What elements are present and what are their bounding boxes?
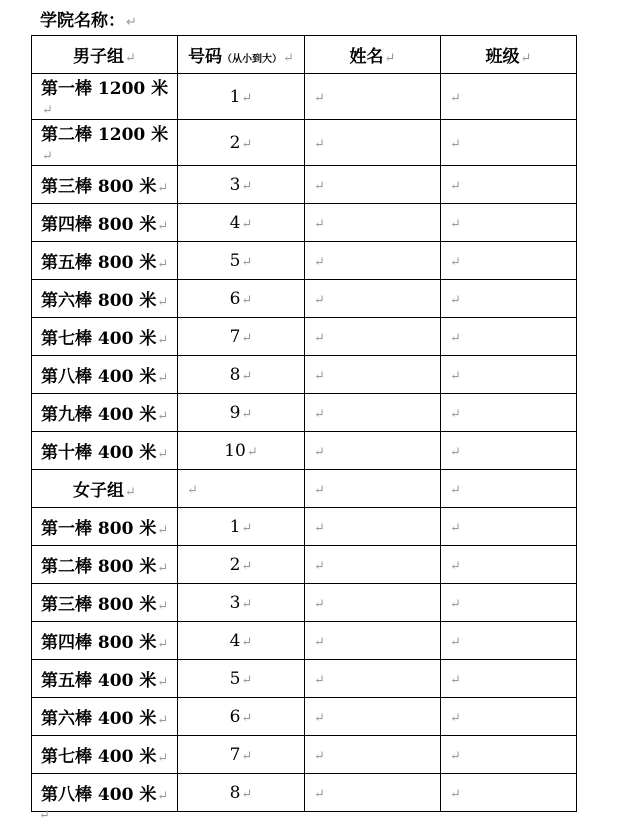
number-cell: 6↵ bbox=[178, 280, 305, 318]
paragraph-mark-icon: ↵ bbox=[157, 675, 169, 690]
paragraph-mark-icon: ↵ bbox=[241, 292, 253, 308]
table-row bbox=[32, 508, 577, 546]
paragraph-mark-icon: ↵ bbox=[314, 406, 325, 422]
paragraph-mark-icon: ↵ bbox=[450, 748, 461, 764]
table-row bbox=[32, 166, 577, 204]
paragraph-mark-icon: ↵ bbox=[241, 748, 253, 764]
class-cell[interactable] bbox=[441, 660, 577, 698]
number-cell: 4↵ bbox=[178, 204, 305, 242]
name-cell[interactable] bbox=[305, 356, 441, 394]
number-cell: 5↵ bbox=[178, 242, 305, 280]
number-cell: 9↵ bbox=[178, 394, 305, 432]
table-row bbox=[32, 204, 577, 242]
women-group-row bbox=[32, 470, 577, 508]
paragraph-mark-icon: ↵ bbox=[450, 710, 461, 726]
class-cell[interactable] bbox=[441, 242, 577, 280]
paragraph-mark-icon: ↵ bbox=[187, 482, 198, 498]
paragraph-mark-icon: ↵ bbox=[450, 786, 461, 802]
name-cell[interactable] bbox=[305, 280, 441, 318]
paragraph-mark-icon: ↵ bbox=[241, 558, 253, 574]
leg-cell: 第五棒 800 米↵ bbox=[32, 242, 178, 280]
paragraph-mark-icon: ↵ bbox=[157, 181, 169, 196]
leg-cell: 第二棒 1200 米↵ bbox=[32, 120, 178, 166]
women-group-label: 女子组↵ bbox=[32, 470, 178, 508]
paragraph-mark-icon: ↵ bbox=[42, 149, 53, 164]
leg-cell: 第四棒 800 米↵ bbox=[32, 204, 178, 242]
paragraph-mark-icon: ↵ bbox=[450, 520, 461, 536]
paragraph-mark-icon: ↵ bbox=[520, 51, 532, 66]
name-cell[interactable] bbox=[305, 74, 441, 120]
paragraph-mark-icon: ↵ bbox=[314, 520, 325, 536]
class-cell[interactable] bbox=[441, 356, 577, 394]
table-row bbox=[32, 242, 577, 280]
paragraph-mark-icon: ↵ bbox=[157, 523, 169, 538]
number-cell: 1↵ bbox=[178, 74, 305, 120]
relay-roster-table bbox=[31, 35, 577, 812]
name-cell[interactable] bbox=[305, 120, 441, 166]
table-row bbox=[32, 394, 577, 432]
paragraph-mark-icon: ↵ bbox=[157, 561, 169, 576]
paragraph-mark-icon: ↵ bbox=[450, 368, 461, 384]
leg-cell: 第二棒 800 米↵ bbox=[32, 546, 178, 584]
paragraph-mark-icon: ↵ bbox=[157, 751, 169, 766]
table-row bbox=[32, 318, 577, 356]
header-name: 姓名↵ bbox=[305, 36, 441, 74]
college-name-label: 学院名称：↵ bbox=[40, 11, 137, 31]
paragraph-mark-icon: ↵ bbox=[314, 634, 325, 650]
class-cell[interactable] bbox=[441, 432, 577, 470]
paragraph-mark-icon: ↵ bbox=[125, 485, 136, 500]
leg-cell: 第七棒 400 米↵ bbox=[32, 318, 178, 356]
leg-cell: 第八棒 400 米↵ bbox=[32, 356, 178, 394]
paragraph-mark-icon: ↵ bbox=[42, 103, 53, 118]
leg-cell: 第六棒 400 米↵ bbox=[32, 698, 178, 736]
paragraph-mark-icon: ↵ bbox=[246, 444, 258, 460]
paragraph-mark-icon: ↵ bbox=[314, 292, 325, 308]
table-row bbox=[32, 546, 577, 584]
paragraph-mark-icon: ↵ bbox=[450, 596, 461, 612]
paragraph-mark-icon: ↵ bbox=[157, 409, 169, 424]
number-cell: 6↵ bbox=[178, 698, 305, 736]
paragraph-mark-icon: ↵ bbox=[314, 482, 325, 498]
number-cell: 1↵ bbox=[178, 508, 305, 546]
leg-cell: 第七棒 400 米↵ bbox=[32, 736, 178, 774]
paragraph-mark-icon: ↵ bbox=[450, 558, 461, 574]
leg-cell: 第三棒 800 米↵ bbox=[32, 584, 178, 622]
class-cell[interactable] bbox=[441, 698, 577, 736]
paragraph-mark-icon: ↵ bbox=[157, 333, 169, 348]
name-cell[interactable] bbox=[305, 470, 441, 508]
leg-cell: 第一棒 800 米↵ bbox=[32, 508, 178, 546]
header-class: 班级↵ bbox=[441, 36, 577, 74]
header-row bbox=[32, 36, 577, 74]
name-cell[interactable] bbox=[305, 660, 441, 698]
paragraph-mark-icon: ↵ bbox=[241, 634, 253, 650]
class-cell[interactable] bbox=[441, 166, 577, 204]
class-cell[interactable] bbox=[441, 280, 577, 318]
paragraph-mark-icon: ↵ bbox=[450, 292, 461, 308]
paragraph-mark-icon: ↵ bbox=[450, 254, 461, 270]
paragraph-mark-icon: ↵ bbox=[241, 596, 253, 612]
class-cell[interactable] bbox=[441, 204, 577, 242]
paragraph-mark-icon: ↵ bbox=[314, 178, 325, 194]
number-cell: 7↵ bbox=[178, 318, 305, 356]
paragraph-mark-icon: ↵ bbox=[450, 482, 461, 498]
name-cell[interactable] bbox=[305, 166, 441, 204]
number-cell: 7↵ bbox=[178, 736, 305, 774]
paragraph-mark-icon: ↵ bbox=[157, 257, 169, 272]
paragraph-mark-icon: ↵ bbox=[314, 216, 325, 232]
paragraph-mark-icon: ↵ bbox=[241, 368, 253, 384]
leg-cell: 第一棒 1200 米↵ bbox=[32, 74, 178, 120]
class-cell[interactable] bbox=[441, 736, 577, 774]
number-cell: 3↵ bbox=[178, 584, 305, 622]
paragraph-mark-icon: ↵ bbox=[241, 178, 253, 194]
paragraph-mark-icon: ↵ bbox=[314, 558, 325, 574]
number-cell: 4↵ bbox=[178, 622, 305, 660]
header-group: 男子组↵ bbox=[32, 36, 178, 74]
paragraph-mark-icon: ↵ bbox=[314, 710, 325, 726]
paragraph-mark-icon: ↵ bbox=[157, 637, 169, 652]
paragraph-mark-icon: ↵ bbox=[241, 216, 253, 232]
number-cell: 2↵ bbox=[178, 546, 305, 584]
paragraph-mark-icon: ↵ bbox=[157, 219, 169, 234]
name-cell[interactable] bbox=[305, 622, 441, 660]
number-cell: 5↵ bbox=[178, 660, 305, 698]
table-row bbox=[32, 774, 577, 812]
number-cell: 3↵ bbox=[178, 166, 305, 204]
class-cell[interactable] bbox=[441, 584, 577, 622]
leg-cell: 第十棒 400 米↵ bbox=[32, 432, 178, 470]
class-cell[interactable] bbox=[441, 546, 577, 584]
paragraph-mark-icon: ↵ bbox=[241, 406, 253, 422]
leg-cell: 第三棒 800 米↵ bbox=[32, 166, 178, 204]
paragraph-mark-icon: ↵ bbox=[157, 295, 169, 310]
table-row bbox=[32, 660, 577, 698]
paragraph-mark-icon: ↵ bbox=[384, 51, 396, 66]
paragraph-mark-icon: ↵ bbox=[450, 634, 461, 650]
leg-cell: 第五棒 400 米↵ bbox=[32, 660, 178, 698]
paragraph-mark-icon: ↵ bbox=[241, 520, 253, 536]
class-cell[interactable] bbox=[441, 622, 577, 660]
paragraph-mark-icon: ↵ bbox=[126, 15, 137, 30]
paragraph-mark-icon: ↵ bbox=[157, 447, 169, 462]
class-cell[interactable] bbox=[441, 318, 577, 356]
name-cell[interactable] bbox=[305, 432, 441, 470]
paragraph-mark-icon: ↵ bbox=[314, 596, 325, 612]
paragraph-mark-icon: ↵ bbox=[314, 330, 325, 346]
paragraph-mark-icon: ↵ bbox=[450, 406, 461, 422]
paragraph-mark-icon: ↵ bbox=[450, 330, 461, 346]
leg-cell: 第六棒 800 米↵ bbox=[32, 280, 178, 318]
table-row bbox=[32, 432, 577, 470]
table-row bbox=[32, 584, 577, 622]
name-cell[interactable] bbox=[305, 508, 441, 546]
number-cell: 8↵ bbox=[178, 774, 305, 812]
name-cell[interactable] bbox=[305, 736, 441, 774]
class-cell[interactable] bbox=[441, 508, 577, 546]
table-row bbox=[32, 622, 577, 660]
paragraph-mark-icon: ↵ bbox=[314, 90, 325, 106]
paragraph-mark-icon: ↵ bbox=[241, 90, 253, 106]
paragraph-mark-icon: ↵ bbox=[450, 90, 461, 106]
name-cell[interactable] bbox=[305, 584, 441, 622]
leg-cell: 第九棒 400 米↵ bbox=[32, 394, 178, 432]
number-cell: 2↵ bbox=[178, 120, 305, 166]
paragraph-mark-icon: ↵ bbox=[157, 371, 169, 386]
number-cell: 8↵ bbox=[178, 356, 305, 394]
class-cell[interactable] bbox=[441, 774, 577, 812]
name-cell[interactable] bbox=[305, 774, 441, 812]
leg-cell: 第八棒 400 米↵ bbox=[32, 774, 178, 812]
table-row bbox=[32, 736, 577, 774]
paragraph-mark-icon: ↵ bbox=[450, 136, 461, 152]
name-cell[interactable] bbox=[305, 546, 441, 584]
paragraph-mark-icon: ↵ bbox=[241, 786, 253, 802]
class-cell[interactable] bbox=[441, 470, 577, 508]
paragraph-mark-icon: ↵ bbox=[314, 748, 325, 764]
paragraph-mark-icon: ↵ bbox=[241, 254, 253, 270]
number-cell: 10↵ bbox=[178, 432, 305, 470]
name-cell[interactable] bbox=[305, 242, 441, 280]
paragraph-mark-icon: ↵ bbox=[157, 713, 169, 728]
paragraph-mark-icon: ↵ bbox=[241, 330, 253, 346]
leg-cell: 第四棒 800 米↵ bbox=[32, 622, 178, 660]
paragraph-mark-icon: ↵ bbox=[157, 789, 169, 804]
paragraph-mark-icon: ↵ bbox=[241, 710, 253, 726]
table-row bbox=[32, 120, 577, 166]
class-cell[interactable] bbox=[441, 120, 577, 166]
paragraph-mark-icon: ↵ bbox=[314, 786, 325, 802]
paragraph-mark-icon: ↵ bbox=[450, 178, 461, 194]
paragraph-mark-icon: ↵ bbox=[241, 136, 253, 152]
table-row bbox=[32, 280, 577, 318]
paragraph-mark-icon: ↵ bbox=[314, 368, 325, 384]
class-cell[interactable] bbox=[441, 394, 577, 432]
paragraph-mark-icon: ↵ bbox=[241, 672, 253, 688]
paragraph-mark-icon: ↵ bbox=[314, 444, 325, 460]
paragraph-mark-icon: ↵ bbox=[314, 136, 325, 152]
paragraph-mark-icon: ↵ bbox=[450, 216, 461, 232]
class-cell[interactable] bbox=[441, 74, 577, 120]
paragraph-mark-icon: ↵ bbox=[314, 254, 325, 270]
paragraph-mark-icon: ↵ bbox=[125, 51, 136, 66]
table-row bbox=[32, 74, 577, 120]
table-row bbox=[32, 356, 577, 394]
name-cell[interactable] bbox=[305, 318, 441, 356]
name-cell[interactable] bbox=[305, 698, 441, 736]
table-row bbox=[32, 698, 577, 736]
name-cell[interactable] bbox=[305, 204, 441, 242]
paragraph-mark-icon: ↵ bbox=[314, 672, 325, 688]
paragraph-mark-icon: ↵ bbox=[450, 672, 461, 688]
number-cell[interactable] bbox=[178, 470, 305, 508]
paragraph-mark-icon: ↵ bbox=[39, 808, 50, 823]
header-number: 号码（从小到大）↵ bbox=[178, 36, 305, 74]
name-cell[interactable] bbox=[305, 394, 441, 432]
paragraph-mark-icon: ↵ bbox=[157, 599, 169, 614]
paragraph-mark-icon: ↵ bbox=[450, 444, 461, 460]
paragraph-mark-icon: ↵ bbox=[283, 51, 294, 66]
